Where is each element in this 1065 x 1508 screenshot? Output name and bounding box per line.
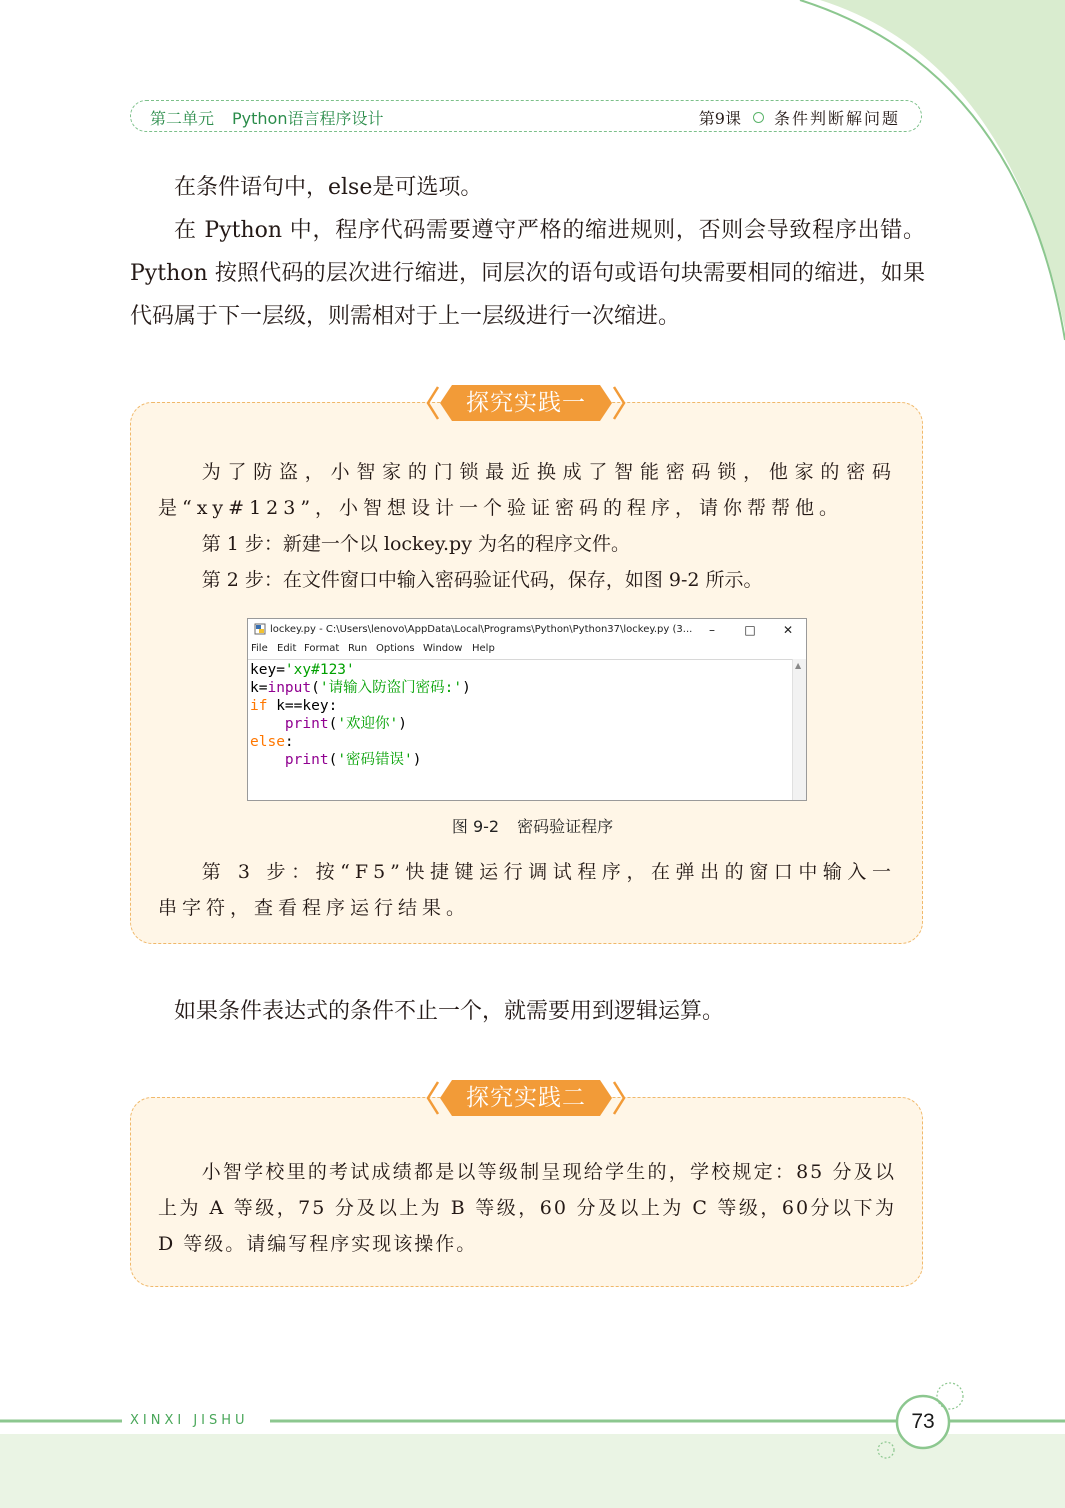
- practice-1-step-1: 第 1 步：新建一个以 lockey.py 为名的程序文件。: [201, 533, 630, 555]
- menu-help[interactable]: Help: [472, 643, 495, 654]
- header-lesson: [699, 106, 900, 129]
- minimize-icon[interactable]: –: [709, 623, 715, 637]
- middle-paragraph: 如果条件表达式的条件不止一个，就需要用到逻辑运算。: [174, 999, 725, 1024]
- code-editor[interactable]: [248, 659, 793, 801]
- code-block: key='xy#123' k=input('请输入防盗门密码:') if k==key: print('欢迎你') else: print('密码错误'): [250, 662, 471, 768]
- window-titlebar[interactable]: [248, 619, 806, 641]
- menu-edit[interactable]: Edit: [277, 643, 297, 654]
- figure-caption-text: 密码验证程序: [517, 817, 614, 836]
- intro-paragraph-2: 在 Python 中，程序代码需要遵守严格的缩进规则，否则会导致程序出错。Python 按照代码的层次进行缩进，同层次的语句或语句块需要相同的缩进，如果代码属于下一层级，则需相对于上一层级进行一次缩进。: [130, 218, 925, 329]
- practice-title-1: [426, 381, 626, 425]
- header-unit-number: 第二单元: [150, 109, 215, 128]
- menu-options[interactable]: Options: [376, 643, 415, 654]
- python-file-icon: [254, 623, 266, 635]
- menu-window[interactable]: Window: [423, 643, 463, 654]
- middle-text: [130, 990, 925, 1033]
- header-lesson-number: 第9课: [698, 109, 741, 128]
- circle-bullet-icon: [753, 112, 764, 123]
- practice-title-1-label: 探究实践一: [466, 390, 586, 416]
- idle-editor-window: [247, 618, 807, 801]
- figure-caption: [0, 814, 1065, 837]
- header-lesson-title: 条件判断解问题: [773, 109, 900, 128]
- practice-1-text-after: [158, 854, 896, 926]
- practice-1-step-3: 第 3 步：按“F5”快捷键运行调试程序，在弹出的窗口中输入一串字符，查看程序运行结果。: [158, 861, 896, 919]
- header-unit: [150, 106, 383, 129]
- menu-format[interactable]: Format: [304, 643, 340, 654]
- maximize-icon[interactable]: □: [744, 623, 756, 637]
- practice-1-problem: 为了防盗，小智家的门锁最近换成了智能密码锁，他家的密码是“xy#123”，小智想设计一个验证密码的程序，请你帮帮他。: [158, 461, 896, 519]
- page-number: 73: [911, 1410, 935, 1433]
- window-title: lockey.py - C:\Users\lenovo\AppData\Local\Programs\Python\Python37\lockey.py (3...: [270, 624, 693, 635]
- figure-number: 图 9-2: [451, 817, 500, 836]
- practice-2-problem: 小智学校里的考试成绩都是以等级制呈现给学生的，学校规定：85 分及以上为 A 等级，75 分及以上为 B 等级，60 分及以上为 C 等级，60分以下为 D 等级。请编写程序实现该操作。: [158, 1161, 896, 1255]
- footer-series: XINXI JISHU: [130, 1413, 249, 1428]
- menu-run[interactable]: Run: [348, 643, 368, 654]
- practice-title-2: [426, 1076, 626, 1120]
- close-icon[interactable]: ✕: [782, 623, 794, 637]
- vertical-scrollbar[interactable]: [792, 659, 806, 800]
- intro-text: [130, 166, 925, 338]
- practice-1-text: [158, 454, 896, 598]
- practice-2-text: [158, 1154, 896, 1262]
- practice-1-step-2: 第 2 步：在文件窗口中输入密码验证代码，保存，如图 9-2 所示。: [201, 569, 763, 591]
- menu-file[interactable]: File: [251, 643, 268, 654]
- header-unit-title: Python语言程序设计: [232, 109, 384, 128]
- practice-title-2-label: 探究实践二: [466, 1085, 586, 1111]
- scroll-up-icon[interactable]: ▲: [795, 661, 802, 670]
- intro-paragraph-1: 在条件语句中，else是可选项。: [174, 175, 483, 200]
